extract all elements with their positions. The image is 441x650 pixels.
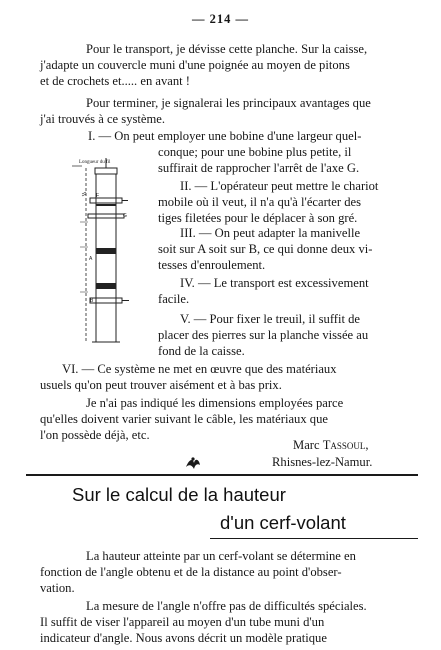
advantage-6 [40, 361, 416, 393]
text-line: La hauteur atteinte par un cerf-volant se détermine en [86, 549, 356, 563]
svg-text:G: G [123, 213, 127, 219]
advantage-3 [158, 225, 418, 274]
text-line: Pour terminer, je signalerai les principaux avantages que [86, 96, 371, 110]
text-line: mobile où il veut, il n'a qu'à l'écarter des [158, 195, 361, 210]
section-divider [26, 474, 418, 476]
text-line: tesses d'enroulement. [158, 258, 266, 273]
text-line: IV. — Le transport est excessivement [180, 276, 369, 290]
intro-paragraph [40, 41, 416, 90]
text-line: III. — On peut adapter la manivelle [180, 226, 361, 240]
text-line: conque; pour une bobine plus petite, il [158, 145, 352, 159]
article-title-line-2: d'un cerf-volant [220, 512, 346, 533]
svg-text:B: B [90, 298, 94, 304]
article-paragraph-1 [40, 548, 418, 597]
signature-author [293, 437, 369, 454]
text-line: II. — L'opérateur peut mettre le chariot [180, 179, 379, 193]
text-line: fond de la caisse. [158, 344, 245, 359]
summary-paragraph [40, 95, 416, 127]
svg-text:F: F [96, 193, 100, 199]
text-line: vation. [40, 581, 75, 596]
author-last-name: Tassoul, [322, 438, 369, 452]
text-line: facile. [158, 292, 190, 307]
author-first-name: Marc [293, 438, 320, 452]
text-line: Pour le transport, je dévisse cette planche. Sur la caisse, [86, 42, 368, 56]
article-paragraph-2 [40, 598, 418, 647]
text-line: La mesure de l'angle n'offre pas de difficultés spéciales. [86, 599, 367, 613]
text-line: suffirait de rapprocher l'arrêt de l'axe G. [158, 161, 360, 176]
text-line: tiges filetées pour le déplacer à son gré. [158, 211, 358, 226]
advantage-2 [158, 178, 418, 227]
text-line: usuels qu'on peut trouver aisément et à bas prix. [40, 378, 282, 393]
text-line: j'adapte un couvercle muni d'une poignée au moyen de pitons [40, 58, 350, 73]
text-line: indicateur d'angle. Nous avons décrit un modèle pratique [40, 631, 327, 646]
article-title-line-1: Sur le calcul de la hauteur [72, 484, 286, 505]
winch-figure [66, 152, 138, 344]
advantage-5 [158, 311, 418, 360]
fleuron-ornament-icon [184, 455, 202, 471]
text-line: fonction de l'angle obtenu et de la distance au point d'obser- [40, 565, 342, 580]
text-line: et de crochets et..... en avant ! [40, 74, 191, 89]
signature-place: Rhisnes-lez-Namur. [272, 455, 373, 469]
text-line: V. — Pour fixer le treuil, il suffit de [180, 312, 361, 326]
text-line: soit sur A soit sur B, ce qui donne deux vi- [158, 242, 373, 257]
text-line: Je n'ai pas indiqué les dimensions employées parce [86, 396, 344, 410]
page-number: — 214 — [192, 12, 249, 26]
text-line: j'ai trouvés à ce système. [40, 112, 166, 127]
svg-text:A: A [89, 256, 93, 262]
text-line: l'on possède déjà, etc. [40, 428, 150, 443]
advantage-1-lead [88, 128, 418, 144]
svg-text:Longueur du fil: Longueur du fil [79, 160, 111, 165]
text-line: I. — On peut employer une bobine d'une largeur quel- [88, 129, 362, 143]
title-underline [210, 538, 418, 539]
text-line: qu'elles doivent varier suivant le câble, les matériaux que [40, 412, 328, 427]
text-line: placer des pierres sur la planche vissée au [158, 328, 369, 343]
text-line: VI. — Ce système ne met en œuvre que des matériaux [62, 362, 337, 376]
advantage-4 [158, 275, 418, 307]
text-line: Il suffit de viser l'appareil au moyen d'un tube muni d'un [40, 615, 325, 630]
advantage-1-body [158, 144, 418, 176]
